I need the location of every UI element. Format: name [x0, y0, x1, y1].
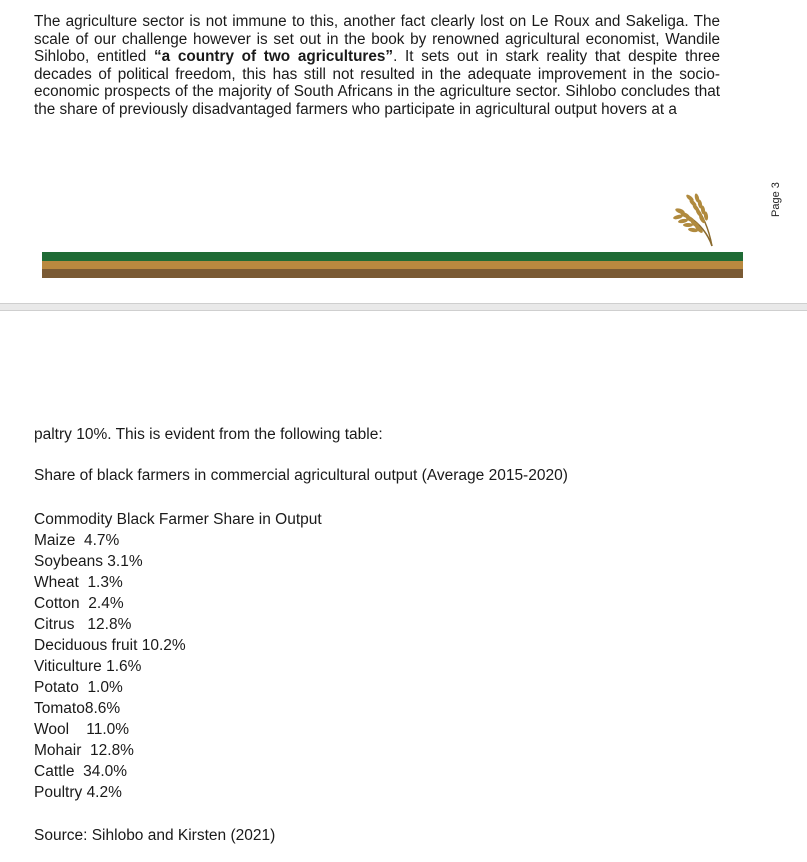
table-row: [34, 699, 120, 718]
table-row: [34, 720, 129, 739]
table-header: Commodity Black Farmer Share in Output: [34, 511, 322, 528]
commodity-name: Soybeans: [34, 553, 103, 570]
commodity-name: Wool: [34, 721, 70, 738]
table-row: [34, 594, 124, 613]
table-row: [34, 657, 141, 676]
table-title: Share of black farmers in commercial agricultural output (Average 2015-2020): [34, 467, 568, 484]
footer-stripe-gold: [42, 261, 743, 269]
commodity-name: Poultry: [34, 784, 83, 801]
table-row: [34, 573, 123, 592]
footer-stripe-green: [42, 252, 743, 261]
body-paragraph: [34, 13, 720, 119]
commodity-share: 8.6%: [84, 700, 121, 717]
source-citation: Source: Sihlobo and Kirsten (2021): [34, 827, 276, 844]
commodity-name: Potato: [34, 679, 79, 696]
commodity-share: 2.4%: [88, 595, 124, 612]
page-3-bottom: [0, 0, 807, 303]
commodity-share: 3.1%: [107, 553, 143, 570]
paragraph-text-part2: . It sets out in stark reality that despite three decades of political freedom, this has still not resulted in the adequate improvement in the socio-economic prospects of the majority of South Africans in the agriculture sector. Sihlobo concludes that the share of previously disadvantaged farmers who participate in agricultural output hovers at a: [34, 48, 721, 118]
table-row: [34, 636, 186, 655]
wheat-icon: [668, 186, 718, 248]
commodity-name: Viticulture: [34, 658, 102, 675]
commodity-share: 1.0%: [87, 679, 123, 696]
table-row: [34, 678, 123, 697]
commodity-share: 10.2%: [141, 637, 186, 654]
commodity-share: 34.0%: [83, 763, 128, 780]
table-row: [34, 531, 119, 550]
commodity-share: 1.3%: [87, 574, 123, 591]
commodity-name: Cotton: [34, 595, 80, 612]
commodity-name: Citrus: [34, 616, 75, 633]
table-row: [34, 762, 127, 781]
commodity-name: Wheat: [34, 574, 79, 591]
table-row: [34, 552, 143, 571]
commodity-share: 4.7%: [83, 532, 120, 549]
page-break: [0, 303, 807, 311]
table-row: [34, 741, 134, 760]
footer-stripe-brown: [42, 269, 743, 278]
commodity-name: Deciduous fruit: [34, 637, 138, 654]
paragraph-text-part1: The agriculture sector is not immune to this, another fact clearly lost on Le Roux and Sakeliga. The scale of our challenge however is set out in the book by renowned agricultural economist, Wandile Sihlobo, entitled: [34, 13, 720, 66]
table-row: [34, 615, 131, 634]
commodity-name: Mohair: [34, 742, 82, 759]
commodity-share: 1.6%: [106, 658, 142, 675]
commodity-share: 12.8%: [87, 616, 132, 633]
table-row: [34, 783, 122, 802]
commodity-name: Maize: [34, 532, 76, 549]
commodity-name: Cattle: [34, 763, 75, 780]
commodity-share: 12.8%: [90, 742, 134, 759]
commodity-name: Tomato: [34, 700, 85, 717]
commodity-share: 4.2%: [86, 784, 122, 801]
page-number-label: Page 3: [770, 182, 782, 218]
commodity-share: 11.0%: [86, 721, 130, 738]
continuation-text: paltry 10%. This is evident from the following table:: [34, 426, 383, 443]
book-title: “a country of two agricultures”: [154, 48, 394, 66]
